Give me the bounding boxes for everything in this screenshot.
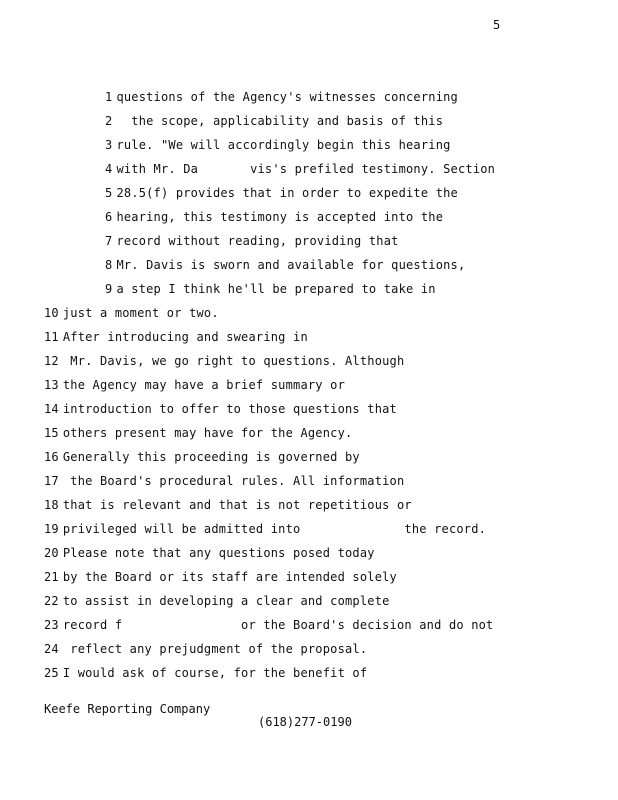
line-text: Generally this proceeding is governed by [62,450,360,464]
line-text: the Agency may have a brief summary or [62,378,345,392]
line-text: to assist in developing a clear and complete [62,594,390,608]
transcript-line [44,450,360,468]
transcript-line [44,618,494,636]
transcript-line [44,666,367,684]
line-number: 15 [44,426,59,440]
transcript-line [44,330,308,348]
line-text: reflect any prejudgment of the proposal. [62,642,368,656]
transcript-line [44,546,375,564]
line-text: introduction to offer to those questions that [62,402,397,416]
line-text: with Mr. Da vis's prefiled testimony. Section [116,162,496,176]
line-text: Please note that any questions posed today [62,546,375,560]
line-number: 13 [44,378,59,392]
transcript-line [105,162,495,180]
line-number: 17 [44,474,59,488]
line-text: Mr. Davis is sworn and available for questions, [116,258,466,272]
line-number: 14 [44,402,59,416]
line-number: 11 [44,330,59,344]
line-number: 9 [105,282,113,296]
line-text: record without reading, providing that [116,234,399,248]
transcript-line [105,114,443,132]
transcript-line [44,474,404,492]
transcript-line [44,354,404,372]
line-number: 23 [44,618,59,632]
line-text: just a moment or two. [62,306,219,320]
transcript-line [44,570,397,588]
line-number: 5 [105,186,113,200]
transcript-line [44,402,397,420]
line-text: by the Board or its staff are intended solely [62,570,397,584]
transcript-line [44,594,390,612]
line-text: questions of the Agency's witnesses concerning [116,90,458,104]
line-text: privileged will be admitted into the record. [62,522,487,536]
transcript-line [44,306,219,324]
transcript-line [44,642,367,660]
line-text: a step I think he'll be prepared to take in [116,282,436,296]
page-number: 5 [493,18,501,32]
line-number: 7 [105,234,113,248]
transcript-line [44,522,486,540]
transcript-line [105,186,458,204]
transcript-line [105,282,436,300]
transcript-line [105,258,465,276]
line-number: 16 [44,450,59,464]
footer-phone-number: (618)277-0190 [258,715,352,729]
line-number: 12 [44,354,59,368]
line-text: I would ask of course, for the benefit of [62,666,368,680]
transcript-line [44,426,352,444]
line-number: 21 [44,570,59,584]
line-text: After introducing and swearing in [62,330,308,344]
transcript-line [105,210,443,228]
transcript-line [105,138,451,156]
line-number: 24 [44,642,59,656]
transcript-line [44,498,412,516]
line-text: 28.5(f) provides that in order to expedite the [116,186,458,200]
line-number: 6 [105,210,113,224]
line-number: 18 [44,498,59,512]
line-text: the scope, applicability and basis of this [116,114,444,128]
line-text: Mr. Davis, we go right to questions. Although [62,354,405,368]
line-number: 19 [44,522,59,536]
transcript-line [44,378,345,396]
line-number: 10 [44,306,59,320]
transcript-line [105,234,399,252]
line-number: 3 [105,138,113,152]
line-number: 2 [105,114,113,128]
line-text: record f or the Board's decision and do not [62,618,494,632]
line-number: 22 [44,594,59,608]
line-number: 1 [105,90,113,104]
line-number: 8 [105,258,113,272]
transcript-line [105,90,458,108]
footer-company-name: Keefe Reporting Company [44,702,211,716]
line-number: 25 [44,666,59,680]
line-number: 20 [44,546,59,560]
line-text: others present may have for the Agency. [62,426,353,440]
line-text: that is relevant and that is not repetitious or [62,498,412,512]
line-number: 4 [105,162,113,176]
line-text: hearing, this testimony is accepted into the [116,210,444,224]
line-text: rule. "We will accordingly begin this hearing [116,138,451,152]
line-text: the Board's procedural rules. All information [62,474,405,488]
